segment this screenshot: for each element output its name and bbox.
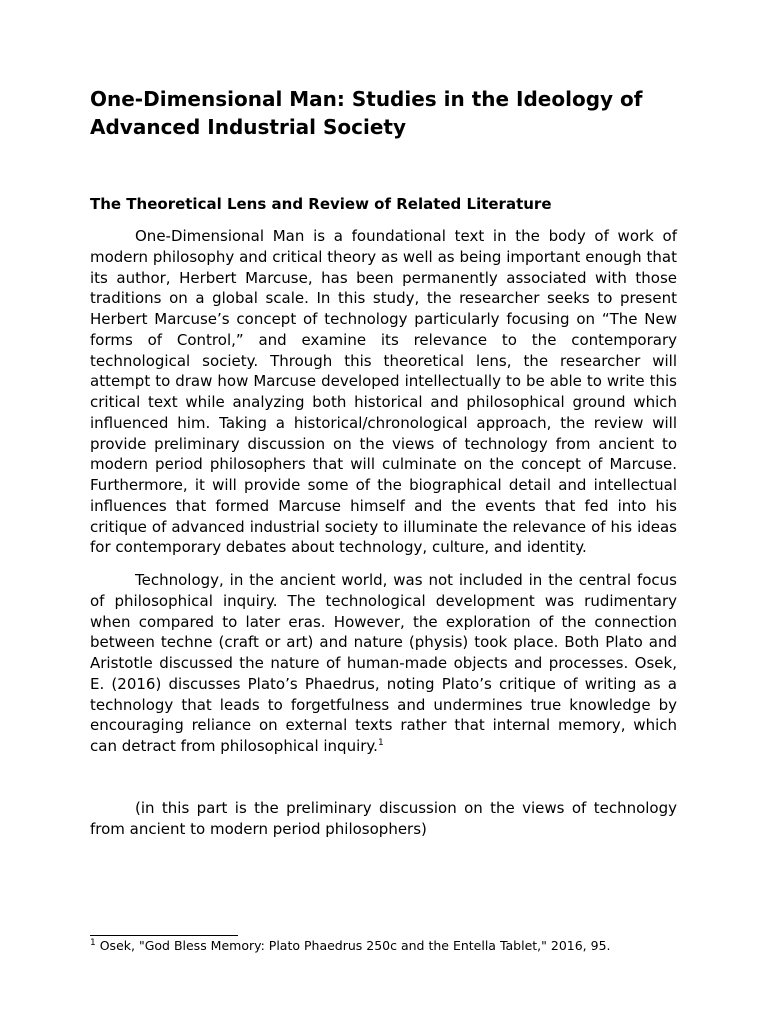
paragraph-ancient-technology [90,570,677,757]
document-body [90,85,677,839]
paragraph-intro: One-Dimensional Man is a foundational text in the body of work of modern philosophy and critical theory as well as being important enough that its author, Herbert Marcuse, has been permanently associated with those traditions on a global scale. In this study, the researcher seeks to present Herbert Marcuse’s concept of technology particularly focusing on “The New forms of Control,” and examine its relevance to the contemporary technological society. Through this theoretical lens, the researcher will attempt to draw how Marcuse developed intellectually to be able to write this critical text while analyzing both historical and philosophical ground which influenced him. Taking a historical/chronological approach, the review will provide preliminary discussion on the views of technology from ancient to modern period philosophers that will culminate on the concept of Marcuse. Furthermore, it will provide some of the biographical detail and intellectual influences that formed Marcuse himself and the events that fed into his critique of advanced industrial society to illuminate the relevance of his ideas for contemporary debates about technology, culture, and identity. [90,227,677,557]
footnote-reference[interactable]: 1 [377,738,384,748]
paragraph-ancient-technology-text: Technology, in the ancient world, was not included in the central focus of philosophical inquiry. The technological development was rudimentary when compared to later eras. However, the exploration of the connection between techne (craft or art) and nature (physis) took place. Both Plato and Aristotle discussed the nature of human-made objects and processes. Osek, E. (2016) discusses Plato’s Phaedrus, noting Plato’s critique of writing as a technology that leads to forgetfulness and undermines true knowledge by encouraging reliance on external texts rather that internal memory, which can detract from philosophical inquiry. [90,571,677,755]
footnote-marker: 1 [90,937,96,948]
section-heading: The Theoretical Lens and Review of Related Literature [90,195,552,213]
footnote [90,937,677,954]
document-title: One-Dimensional Man: Studies in the Ideology of Advanced Industrial Society [90,87,643,139]
footnote-text: Osek, "God Bless Memory: Plato Phaedrus 250c and the Entella Tablet," 2016, 95. [99,938,611,953]
paragraph-placeholder-note: (in this part is the preliminary discussion on the views of technology from ancient to modern period philosophers) [90,798,677,838]
footnote-separator [90,935,238,936]
